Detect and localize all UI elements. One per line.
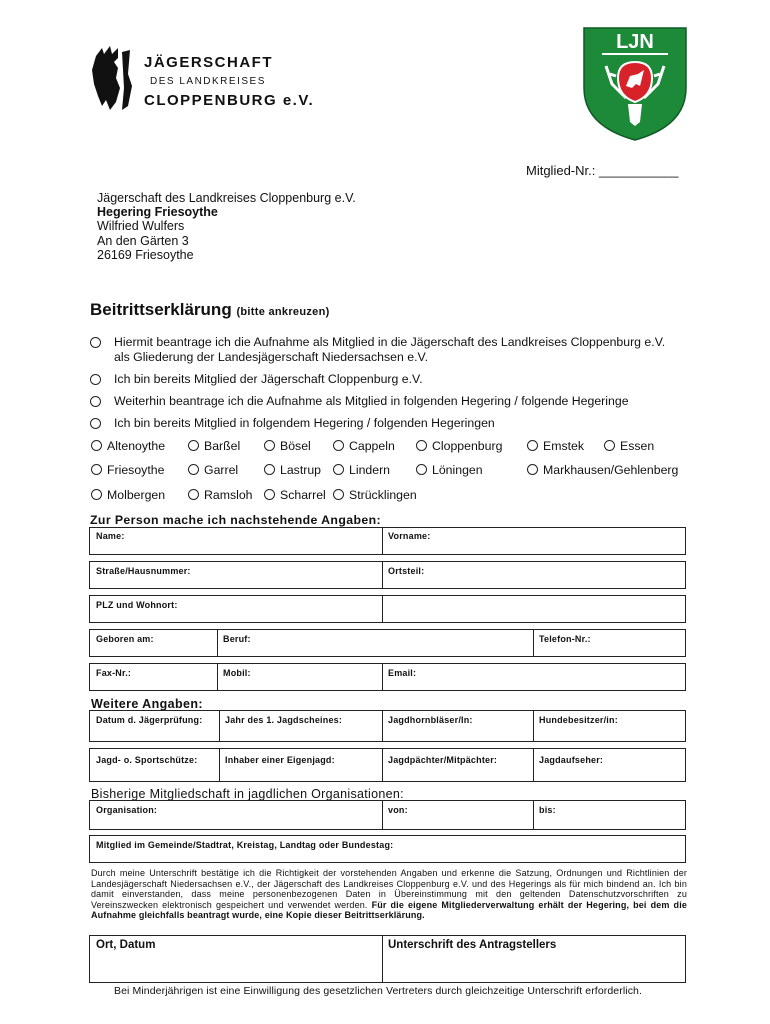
hegering-boesel[interactable]: Bösel bbox=[264, 439, 311, 453]
consent-bold: Für die eigene Mitgliederverwaltung erhält der Hegering, bei dem die Aufnahme gleichfalls beantragt wurde, eine Kopie dieser Beitrittserklärung. bbox=[91, 899, 687, 921]
row-plz bbox=[89, 595, 686, 623]
row-gemeinderat bbox=[89, 835, 686, 863]
unterschrift-label: Unterschrift des Antragstellers bbox=[388, 939, 557, 951]
hegering-molbergen[interactable]: Molbergen bbox=[91, 488, 165, 502]
bis-label: bis: bbox=[539, 805, 556, 815]
person-heading: Zur Person mache ich nachstehende Angaben: bbox=[90, 513, 382, 527]
recipient-address bbox=[97, 191, 356, 262]
option-1-radio[interactable] bbox=[90, 337, 101, 348]
row-further-2 bbox=[89, 748, 686, 782]
deer-silhouette-icon bbox=[88, 44, 148, 114]
option-1-label: Hiermit beantrage ich die Aufnahme als Mitglied in die Jägerschaft des Landkreises Cloppenburg e.V. als Gliederung der Landesjägerschaft Niedersachsen e.V. bbox=[114, 335, 666, 364]
row-name bbox=[89, 527, 686, 555]
fax-label: Fax-Nr.: bbox=[96, 668, 132, 678]
option-3-label: Weiterhin beantrage ich die Aufnahme als Mitglied in folgenden Hegering / folgende Hegeringe bbox=[114, 394, 629, 408]
member-number-field: Mitglied-Nr.: ___________ bbox=[526, 163, 679, 178]
logo-line-3: CLOPPENBURG e.V. bbox=[144, 92, 315, 109]
option-2-radio[interactable] bbox=[90, 374, 101, 385]
row-fax bbox=[89, 663, 686, 691]
jaegerpruefung-label: Datum d. Jägerprüfung: bbox=[96, 715, 203, 725]
hegering-altenoythe[interactable]: Altenoythe bbox=[91, 439, 165, 453]
form-title bbox=[90, 300, 330, 320]
title-text: Beitrittserklärung bbox=[90, 300, 232, 319]
memberships-heading: Bisherige Mitgliedschaft in jagdlichen Organisationen: bbox=[91, 787, 404, 801]
address-line-4: An den Gärten 3 bbox=[97, 233, 189, 248]
hegering-barssel[interactable]: Barßel bbox=[188, 439, 240, 453]
plz-label: PLZ und Wohnort: bbox=[96, 600, 178, 610]
address-line-1: Jägerschaft des Landkreises Cloppenburg e.V. bbox=[97, 191, 356, 205]
telefon-label: Telefon-Nr.: bbox=[539, 634, 591, 644]
ort-datum-label: Ort, Datum bbox=[96, 939, 156, 951]
consent-body: Durch meine Unterschrift bestätige ich die Richtigkeit der vorstehenden Angaben und erkenne die Satzung, Ordnungen und Richtlinien der Landesjägerschaft Niedersachsen e.V., der Jägerschaft des Landkreises Cloppenburg e.V. und des Hegerings als für mich bindend an. Ich bin damit einverstanden, dass meine personenbezogenen Daten in Übereinstimmung mit den geltenden Datenschutzvorschriften zu Vereinszwecken elektronisch gespeichert und verwendet werden. bbox=[91, 868, 687, 910]
row-strasse bbox=[89, 561, 686, 589]
jagdschein-label: Jahr des 1. Jagdscheines: bbox=[225, 715, 343, 725]
hegering-cloppenburg[interactable]: Cloppenburg bbox=[416, 439, 502, 453]
hegering-friesoythe[interactable]: Friesoythe bbox=[91, 463, 164, 477]
gemeinderat-label: Mitglied im Gemeinde/Stadtrat, Kreistag, Landtag oder Bundestag: bbox=[96, 840, 394, 850]
hegering-markhausen[interactable]: Markhausen/Gehlenberg bbox=[527, 463, 678, 477]
jagdpaechter-label: Jagdpächter/Mitpächter: bbox=[388, 755, 498, 765]
option-3-radio[interactable] bbox=[90, 396, 101, 407]
logo-line-2: DES LANDKREISES bbox=[150, 76, 266, 87]
hegering-struecklingen[interactable]: Strücklingen bbox=[333, 488, 417, 502]
strasse-label: Straße/Hausnummer: bbox=[96, 566, 191, 576]
email-label: Email: bbox=[388, 668, 417, 678]
hundebesitzer-label: Hundebesitzer/in: bbox=[539, 715, 618, 725]
hegering-lastrup[interactable]: Lastrup bbox=[264, 463, 321, 477]
option-4-label: Ich bin bereits Mitglied in folgendem Hegering / folgenden Hegeringen bbox=[114, 416, 495, 430]
hegering-emstek[interactable]: Emstek bbox=[527, 439, 584, 453]
hegering-scharrel[interactable]: Scharrel bbox=[264, 488, 326, 502]
title-hint: (bitte ankreuzen) bbox=[236, 306, 330, 318]
option-2-label: Ich bin bereits Mitglied der Jägerschaft Cloppenburg e.V. bbox=[114, 372, 423, 386]
signature-box bbox=[89, 935, 686, 983]
ljn-crest bbox=[582, 26, 688, 142]
beruf-label: Beruf: bbox=[223, 634, 251, 644]
row-organisation bbox=[89, 800, 686, 830]
logo-line-1: JÄGERSCHAFT bbox=[144, 54, 274, 71]
name-label: Name: bbox=[96, 531, 125, 541]
sportschuetze-label: Jagd- o. Sportschütze: bbox=[96, 755, 198, 765]
further-heading: Weitere Angaben: bbox=[91, 697, 203, 711]
address-line-5: 26169 Friesoythe bbox=[97, 247, 194, 262]
geboren-label: Geboren am: bbox=[96, 634, 154, 644]
mobil-label: Mobil: bbox=[223, 668, 251, 678]
jagdhorn-label: Jagdhornbläser/In: bbox=[388, 715, 473, 725]
jagdaufseher-label: Jagdaufseher: bbox=[539, 755, 604, 765]
ortsteil-label: Ortsteil: bbox=[388, 566, 425, 576]
eigenjagd-label: Inhaber einer Eigenjagd: bbox=[225, 755, 335, 765]
hegering-ramsloh[interactable]: Ramsloh bbox=[188, 488, 253, 502]
row-further-1 bbox=[89, 710, 686, 742]
hegering-lindern[interactable]: Lindern bbox=[333, 463, 390, 477]
hegering-garrel[interactable]: Garrel bbox=[188, 463, 238, 477]
footer-note: Bei Minderjährigen ist eine Einwilligung des gesetzlichen Vertreters durch gleichzeitige Unterschrift erforderlich. bbox=[114, 985, 643, 997]
address-line-2: Hegering Friesoythe bbox=[97, 205, 218, 220]
hegering-essen[interactable]: Essen bbox=[604, 439, 654, 453]
vorname-label: Vorname: bbox=[388, 531, 431, 541]
address-line-3: Wilfried Wulfers bbox=[97, 219, 185, 234]
crest-letters: LJN bbox=[616, 31, 654, 53]
organisation-label: Organisation: bbox=[96, 805, 158, 815]
option-4-radio[interactable] bbox=[90, 418, 101, 429]
hegering-cappeln[interactable]: Cappeln bbox=[333, 439, 395, 453]
hegering-loeningen[interactable]: Löningen bbox=[416, 463, 483, 477]
jaegerschaft-logo bbox=[88, 44, 318, 116]
von-label: von: bbox=[388, 805, 408, 815]
row-geboren bbox=[89, 629, 686, 657]
consent-text bbox=[91, 868, 687, 921]
